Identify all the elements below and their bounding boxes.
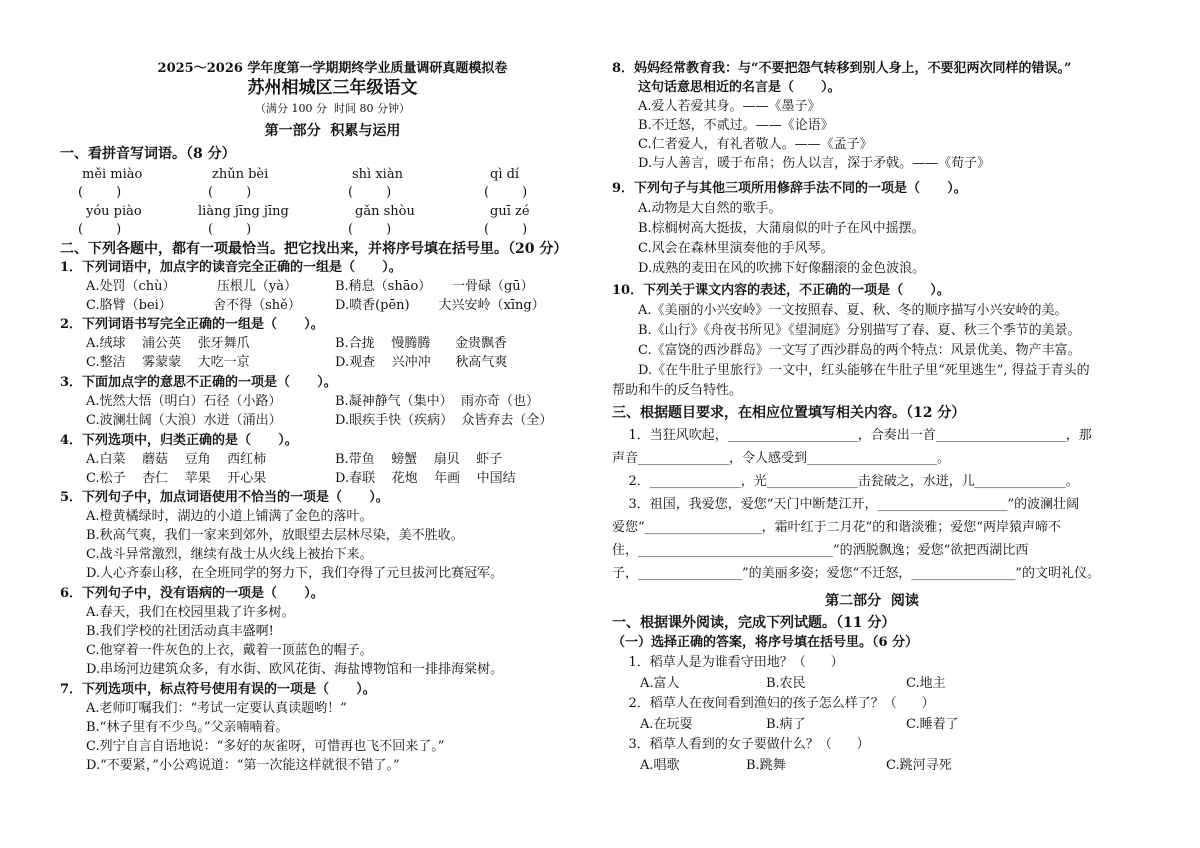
- fill-blank[interactable]: 2．______________，光______________击瓮破之，水迸，儿______________。: [612, 474, 1079, 489]
- option: B.凝神静气（集中） 雨亦奇（也）: [335, 394, 539, 409]
- pinyin: zhǔn bèi: [212, 167, 269, 182]
- question-8-cont: 这句话意思相近的名言是（ ）。: [638, 80, 841, 95]
- option: D.成熟的麦田在风的吹拂下好像翻滚的金色波浪。: [638, 261, 926, 276]
- question-8: 8．妈妈经常教育我：与“不要把怨气转移到别人身上，不要犯两次同样的错误。”: [612, 61, 1072, 76]
- option: B.稍息（shāo） 一骨碌（gū）: [335, 279, 534, 294]
- reading-question-1: 1．稻草人是为谁看守田地？（ ）: [612, 655, 844, 670]
- fill-blank[interactable]: 爱您“__________________，霜叶红于二月花”的和谐淡雅；爱您“两岸猿声啼不: [612, 520, 1061, 535]
- option: A.老师叮嘱我们：“考试一定要认真读题哟！”: [86, 701, 347, 716]
- part1-title: 第一部分 积累与运用: [264, 123, 401, 139]
- fill-blank[interactable]: 声音______________，令人感受到____________________。: [612, 451, 951, 466]
- option: A.处罚（chù） 压根儿（yà）: [86, 279, 297, 294]
- answer-blank[interactable]: ( ): [348, 185, 392, 200]
- question-1: 1．下列词语中，加点字的读音完全正确的一组是（ ）。: [60, 260, 402, 275]
- option: B.跳舞: [746, 758, 786, 773]
- answer-blank[interactable]: ( ): [348, 222, 392, 237]
- option: C.仁者爱人，有礼者敬人。——《孟子》: [638, 137, 873, 152]
- exam-title: 2025～2026 学年度第一学期期终学业质量调研真题模拟卷: [157, 61, 508, 76]
- pinyin: qì dí: [490, 167, 520, 182]
- option: A.在玩耍: [640, 717, 693, 732]
- option: A.《美丽的小兴安岭》一文按照春、夏、秋、冬的顺序描写小兴安岭的美。: [638, 303, 1068, 318]
- answer-blank[interactable]: ( ): [208, 222, 252, 237]
- answer-blank[interactable]: ( ): [78, 185, 122, 200]
- section3-heading: 三、根据题目要求，在相应位置填写相关内容。（12 分）: [612, 405, 966, 421]
- reading-question-2: 2．稻草人在夜间看到渔妇的孩子怎么样了？（ ）: [612, 696, 935, 711]
- answer-blank[interactable]: ( ): [484, 185, 528, 200]
- part2-title: 第二部分 阅读: [825, 593, 919, 609]
- question-3: 3．下面加点字的意思不正确的一项是（ ）。: [60, 375, 337, 390]
- option: C.战斗异常激烈，继续有战士从火线上被抬下来。: [86, 547, 373, 562]
- option: B.《山行》《舟夜书所见》《望洞庭》分别描写了春、夏、秋三个季节的美景。: [638, 323, 1081, 338]
- option: B.病了: [766, 717, 806, 732]
- option: C.睡着了: [906, 717, 959, 732]
- option: C.跳河寻死: [886, 758, 952, 773]
- pinyin: měi miào: [82, 167, 143, 182]
- option: B.农民: [766, 676, 806, 691]
- option: D.《在牛肚子里旅行》一文中，红头能够在牛肚子里“死里逃生”, 得益于青头的: [638, 363, 1090, 378]
- option: B.合拢 慢腾腾 金贵飘香: [335, 336, 508, 351]
- question-7: 7．下列选项中，标点符号使用有误的一项是（ ）。: [60, 682, 376, 697]
- option: C.他穿着一件灰色的上衣，戴着一顶蓝色的帽子。: [86, 643, 373, 658]
- option: A.春天，我们在校园里栽了许多树。: [86, 605, 295, 620]
- option: A.爱人若爱其身。——《墨子》: [638, 99, 821, 114]
- section2-heading: 二、下列各题中，都有一项最恰当。把它找出来，并将序号填在括号里。（20 分）: [60, 241, 568, 257]
- question-2: 2．下列词语书写完全正确的一组是（ ）。: [60, 317, 324, 332]
- option: C.胳臂（bei） 舍不得（shě）: [86, 298, 301, 313]
- pinyin: gǎn shòu: [355, 204, 415, 219]
- option: D.观查 兴冲冲 秋高气爽: [335, 355, 508, 370]
- option: B.秋高气爽，我们一家来到郊外，放眼望去层林尽染，美不胜收。: [86, 528, 464, 543]
- reading-heading: 一、根据课外阅读，完成下列试题。（11 分）: [612, 615, 896, 631]
- fill-blank[interactable]: 1．当狂风吹起，____________________，合奏出一首____________________，那: [612, 428, 1092, 443]
- option: C.整洁 雾蒙蒙 大吃一京: [86, 355, 250, 370]
- option: B.棕榈树高大挺拔，大蒲扇似的叶子在风中摇摆。: [638, 221, 925, 236]
- question-4: 4．下列选项中，归类正确的是（ ）。: [60, 433, 298, 448]
- option: A.橙黄橘绿时，湖边的小道上铺满了金色的落叶。: [86, 509, 373, 524]
- option: D.春联 花炮 年画 中国结: [335, 471, 516, 486]
- option: D.人心齐泰山移，在全班同学的努力下，我们夺得了元旦拔河比赛冠军。: [86, 566, 504, 581]
- option: A.唱歌: [640, 758, 680, 773]
- option: B.我们学校的社团活动真丰盛啊!: [86, 624, 274, 639]
- question-9: 9．下列句子与其他三项所用修辞手法不同的一项是（ ）。: [612, 181, 967, 196]
- option: B.“林子里有不少鸟。”父亲喃喃着。: [86, 720, 289, 735]
- answer-blank[interactable]: ( ): [78, 222, 122, 237]
- fill-blank[interactable]: 子，________________”的美丽多姿；爱您“不迁怒，________________”的文明礼仪。: [612, 566, 1100, 581]
- option: D.与人善言，暖于布帛；伤人以言，深于矛戟。——《荀子》: [638, 156, 991, 171]
- exam-info: （满分 100 分 时间 80 分钟）: [255, 102, 410, 115]
- option: A.白菜 蘑菇 豆角 西红柿: [86, 452, 267, 467]
- reading-question-3: 3．稻草人看到的女子要做什么？（ ）: [612, 737, 870, 752]
- option: D.喷香(pēn) 大兴安岭（xīng）: [335, 298, 545, 313]
- option: C.松子 杏仁 苹果 开心果: [86, 471, 267, 486]
- reading-subheading: （一）选择正确的答案，将序号填在括号里。（6 分）: [612, 635, 919, 650]
- fill-blank[interactable]: 3．祖国，我爱您，爱您“天门中断楚江开，____________________”的波澜壮阔: [612, 497, 1080, 512]
- pinyin: liàng jīng jīng: [198, 204, 289, 219]
- option: C.地主: [906, 676, 946, 691]
- option: C.列宁自言自语地说：“多好的灰雀呀，可惜再也飞不回来了。”: [86, 739, 445, 754]
- pinyin: shì xiàn: [352, 167, 403, 182]
- option: 帮助和牛的反刍特性。: [612, 383, 743, 398]
- fill-blank[interactable]: 住，______________________________”的洒脱飘逸；爱您“欲把西湖比西: [612, 543, 1029, 558]
- option: C.风会在森林里演奏他的手风琴。: [638, 241, 834, 256]
- pinyin: guī zé: [490, 204, 530, 219]
- question-5: 5．下列句子中，加点词语使用不恰当的一项是（ ）。: [60, 490, 389, 505]
- exam-subtitle: 苏州相城区三年级语文: [247, 78, 418, 98]
- option: B.带鱼 螃蟹 扇贝 虾子: [335, 452, 503, 467]
- option: C.波澜壮阔（大浪）水迸（涌出）: [86, 413, 282, 428]
- section1-heading: 一、看拼音写词语。（8 分）: [60, 146, 236, 162]
- option: A.动物是大自然的歌手。: [638, 201, 782, 216]
- option: D.串场河边建筑众多，有水街、欧风花街、海盐博物馆和一排排海棠树。: [86, 662, 504, 677]
- option: D.眼疾手快（疾病） 众皆弃去（全）: [335, 413, 553, 428]
- question-10: 10．下列关于课文内容的表述，不正确的一项是（ ）。: [612, 283, 950, 298]
- option: D.“不要紧，”小公鸡说道：“第一次能这样就很不错了。”: [86, 758, 400, 773]
- question-6: 6．下列句子中，没有语病的一项是（ ）。: [60, 586, 324, 601]
- option: C.《富饶的西沙群岛》一文写了西沙群岛的两个特点：风景优美、物产丰富。: [638, 343, 1081, 358]
- pinyin: yóu piào: [86, 204, 142, 219]
- option: A.绒球 浦公英 张牙舞爪: [86, 336, 250, 351]
- option: A.恍然大悟（明白）石径（小路）: [86, 394, 282, 409]
- answer-blank[interactable]: ( ): [208, 185, 252, 200]
- option: B.不迁怒，不贰过。——《论语》: [638, 118, 834, 133]
- answer-blank[interactable]: ( ): [484, 222, 528, 237]
- option: A.富人: [640, 676, 680, 691]
